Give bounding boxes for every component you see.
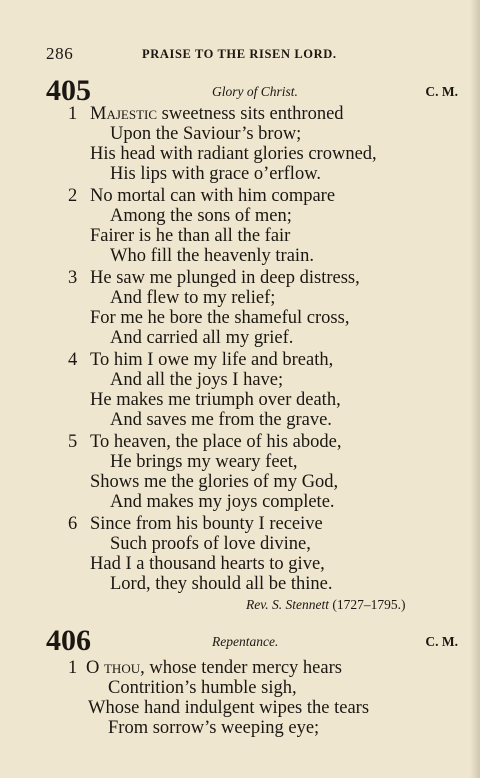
verse-line <box>68 350 333 371</box>
verse-number: 4 <box>68 350 78 370</box>
verse-number: 5 <box>68 432 78 452</box>
verse-line: And flew to my relief; <box>110 288 276 308</box>
verse-line: He makes me triumph over death, <box>90 390 341 410</box>
verse-number: 1 <box>68 104 78 124</box>
verse-line: Who fill the heavenly train. <box>110 246 314 266</box>
verse-line: Had I a thousand hearts to give, <box>90 554 325 574</box>
hymn-number: 405 <box>46 74 91 107</box>
verse-line: Among the sons of men; <box>110 206 292 226</box>
hymn-heading <box>46 76 466 106</box>
author-name: Rev. S. Stennett <box>246 597 329 612</box>
verse-number: 3 <box>68 268 78 288</box>
verse-line: And all the joys I have; <box>110 370 284 390</box>
running-title: PRAISE TO THE RISEN LORD. <box>142 47 337 61</box>
verse-line: His head with radiant glories crowned, <box>90 144 377 164</box>
verse-line: And makes my joys complete. <box>110 492 335 512</box>
verse-line <box>68 658 342 679</box>
verse-line: Shows me the glories of my God, <box>90 472 339 492</box>
verse-line: His lips with grace o’erflow. <box>110 164 321 184</box>
verse-line: Fairer is he than all the fair <box>90 226 291 246</box>
verse-line: And saves me from the grave. <box>110 410 332 430</box>
hymn-meter: C. M. <box>425 634 458 649</box>
verse-line-text: He saw me plunged in deep distress, <box>90 268 360 288</box>
verse-line-text: To him I owe my life and breath, <box>90 350 334 370</box>
verse-number: 1 <box>68 658 78 678</box>
verse-first-word: Majestic <box>90 104 158 124</box>
author-dates: (1727–1795.) <box>328 597 406 612</box>
verse-line: Contrition’s humble sigh, <box>108 678 297 698</box>
verse-line: For me he bore the shameful cross, <box>90 308 350 328</box>
verse-line-text: , whose tender mercy hears <box>140 658 342 678</box>
verse-number: 2 <box>68 186 78 206</box>
verse-line <box>68 514 323 535</box>
verse-line: Upon the Saviour’s brow; <box>110 124 302 144</box>
verse-line <box>68 186 335 207</box>
page-spine-shadow <box>470 0 480 778</box>
verse-line: He brings my weary feet, <box>110 452 298 472</box>
verse-line: Such proofs of love divine, <box>110 534 311 554</box>
verse-line-text: Since from his bounty I receive <box>90 514 323 534</box>
verse-line: And carried all my grief. <box>110 328 294 348</box>
verse-line-text: To heaven, the place of his abode, <box>90 432 342 452</box>
verse-line: From sorrow’s weeping eye; <box>108 718 320 738</box>
hymn-title: Glory of Christ. <box>212 84 298 99</box>
page-header <box>46 44 456 64</box>
hymn-title: Repentance. <box>212 634 279 649</box>
verse-line-text: sweetness sits enthroned <box>157 104 344 124</box>
verse-line: Whose hand indulgent wipes the tears <box>88 698 370 718</box>
hymn-attribution <box>246 597 405 613</box>
hymn-heading <box>46 626 466 656</box>
verse-line-text: No mortal can with him compare <box>90 186 336 206</box>
hymn-number: 406 <box>46 624 91 657</box>
hymn-meter: C. M. <box>425 84 458 99</box>
verse-number: 6 <box>68 514 78 534</box>
verse-first-word: O thou <box>86 658 141 678</box>
verse-line <box>68 104 344 125</box>
verse-line <box>68 432 341 453</box>
verse-line <box>68 268 360 289</box>
verse-line: Lord, they should all be thine. <box>110 574 333 594</box>
page-number: 286 <box>46 44 74 63</box>
